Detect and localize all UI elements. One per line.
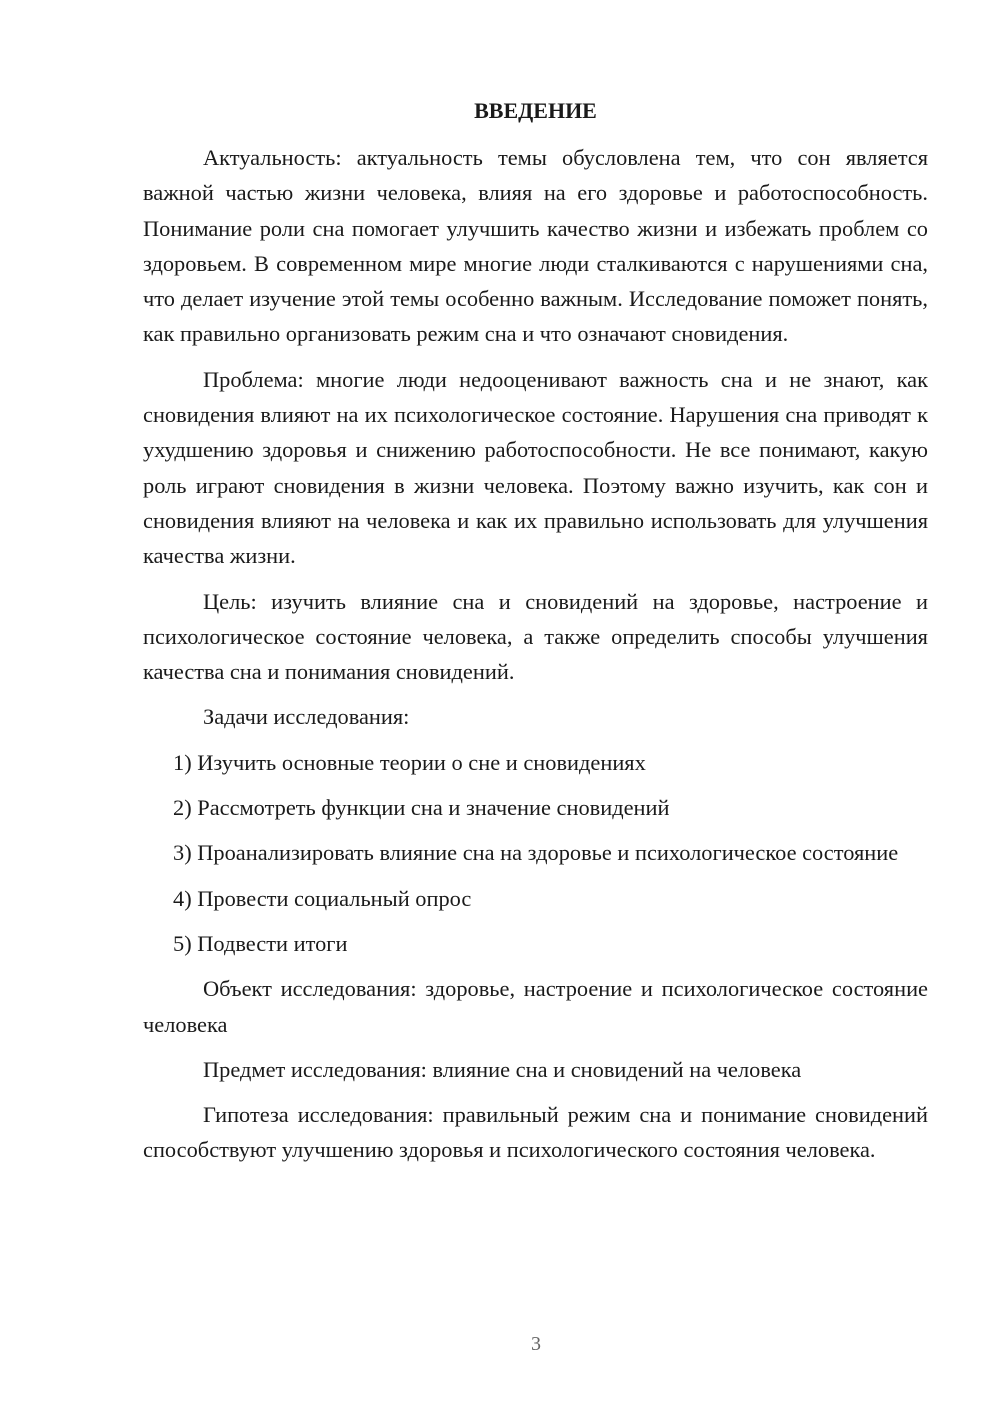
object-paragraph: Объект исследования: здоровье, настроение и психологическое состояние человека	[143, 976, 928, 1037]
tasks-title: Задачи исследования:	[203, 704, 410, 730]
tasks-list	[143, 745, 928, 961]
list-item: 4) Провести социальный опрос	[173, 885, 472, 911]
page-content	[143, 96, 928, 1178]
hypothesis-paragraph: Гипотеза исследования: правильный режим сна и понимание сновидений способствуют улучшению здоровья и психологического состояния человека.	[143, 1102, 928, 1163]
goal-paragraph: Цель: изучить влияние сна и сновидений на здоровье, настроение и психологическое состояние человека, а также определить способы улучшения качества сна и понимания сновидений.	[143, 588, 928, 685]
page-number: 3	[531, 1333, 541, 1355]
subject-paragraph: Предмет исследования: влияние сна и сновидений на человека	[203, 1056, 802, 1082]
list-item: 2) Рассмотреть функции сна и значение сновидений	[173, 795, 670, 821]
list-item: 3) Проанализировать влияние сна на здоровье и психологическое состояние	[173, 840, 899, 866]
list-item: 5) Подвести итоги	[173, 930, 348, 956]
section-heading: ВВЕДЕНИЕ	[474, 98, 597, 123]
list-item: 1) Изучить основные теории о сне и сновидениях	[173, 749, 646, 775]
relevance-paragraph: Актуальность: актуальность темы обусловлена тем, что сон является важной частью жизни человека, влияя на его здоровье и работоспособность. Понимание роли сна помогает улучшить качество жизни и избежать проблем со здоровьем. В современном мире многие люди сталкиваются с нарушениями сна, что делает изучение этой темы особенно важным. Исследование поможет понять, как правильно организовать режим сна и что означают сновидения.	[143, 145, 928, 347]
problem-paragraph: Проблема: многие люди недооценивают важность сна и не знают, как сновидения влияют на их психологическое состояние. Нарушения сна приводят к ухудшению здоровья и снижению работоспособности. Не все понимают, какую роль играют сновидения в жизни человека. Поэтому важно изучить, как сон и сновидения влияют на человека и как их правильно использовать для улучшения качества жизни.	[143, 366, 928, 569]
